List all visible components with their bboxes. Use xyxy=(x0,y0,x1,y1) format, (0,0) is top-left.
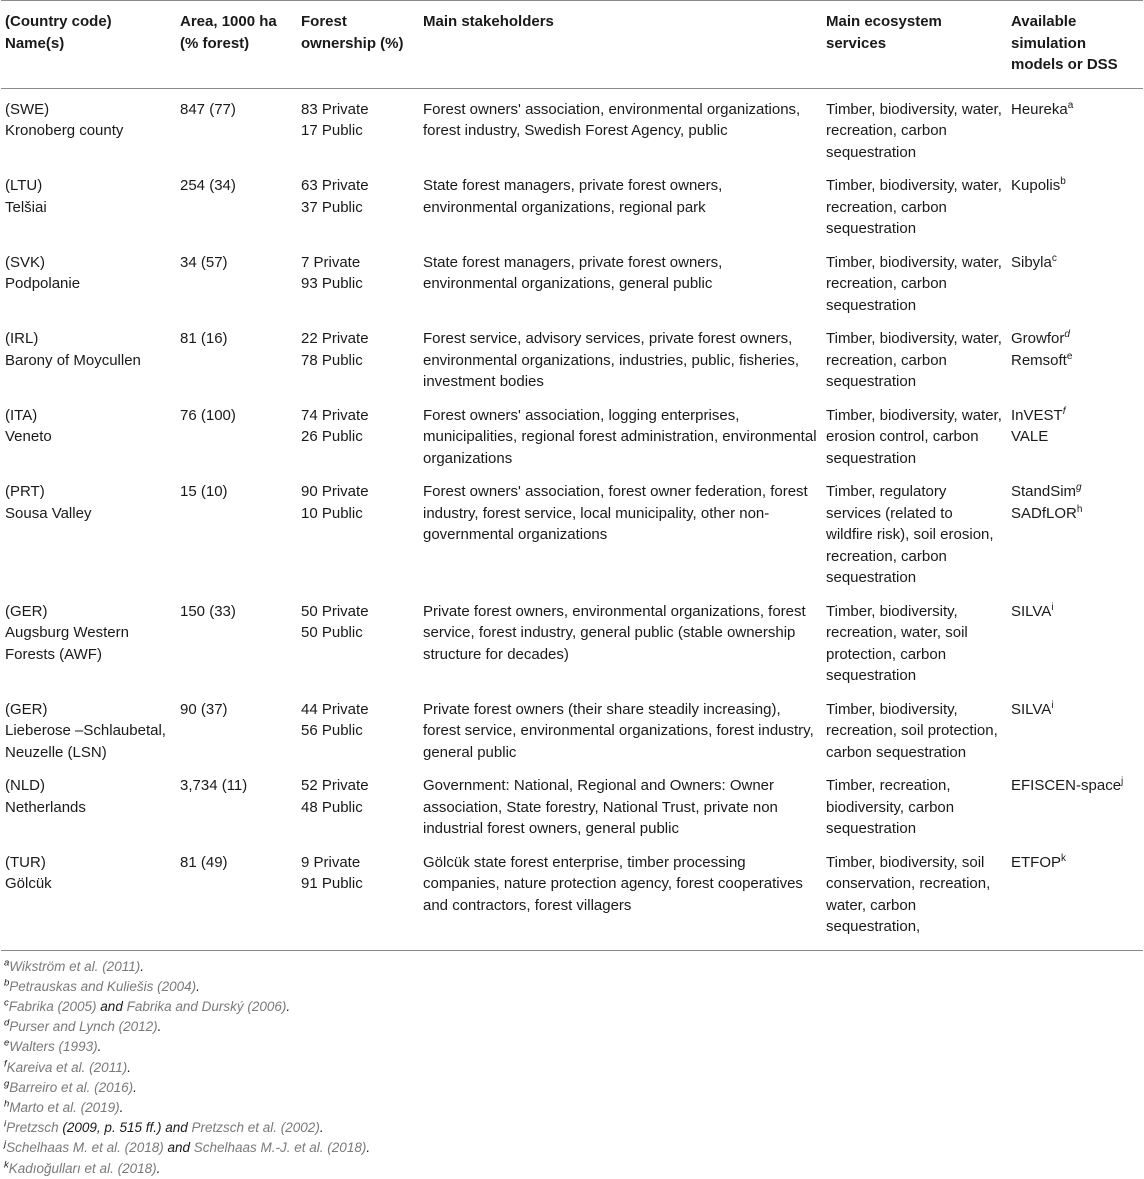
footnote-reference: Kareiva et al. (2011) xyxy=(6,1059,128,1075)
region-name: Kronoberg county xyxy=(5,122,124,139)
footnote-text: . xyxy=(319,1120,324,1136)
cell-ownership xyxy=(297,320,419,397)
model-entry xyxy=(1011,852,1139,874)
area-value: 90 (37) xyxy=(180,700,228,718)
ownership-value: 22 Private xyxy=(301,330,369,347)
cell-stakeholders xyxy=(419,397,822,474)
cell-services xyxy=(822,473,1007,593)
footnote-reference: Wikström et al. (2011) xyxy=(9,958,141,974)
region-name: Lieberose –Schlaubetal, xyxy=(5,722,166,739)
services-text: Timber, biodiversity, water, recreation, carbon sequestration xyxy=(826,253,1002,314)
footnote xyxy=(4,957,1144,977)
cell-services xyxy=(822,88,1007,167)
footnote-mark: g xyxy=(4,1078,10,1090)
cell-models xyxy=(1007,767,1143,844)
cell-country xyxy=(1,844,176,951)
ownership-value: 7 Private xyxy=(301,253,361,271)
ownership-value: 56 Public xyxy=(301,722,363,739)
area-value: 254 (34) xyxy=(180,177,236,194)
footnote-mark: a xyxy=(4,957,10,968)
footnote-text: and xyxy=(163,1140,194,1156)
footnote-text: . xyxy=(127,1059,131,1075)
footnote-mark: b xyxy=(4,977,10,989)
cell-area xyxy=(176,473,297,593)
footnote-text: . xyxy=(196,978,200,994)
footnote-text: and xyxy=(96,998,127,1014)
cell-area xyxy=(176,167,297,244)
model-name: EFISCEN-space xyxy=(1011,777,1122,794)
footnote-reference: Pretzsch xyxy=(6,1120,59,1136)
cell-stakeholders xyxy=(419,593,822,691)
region-name: Telšiai xyxy=(5,198,47,216)
model-entry xyxy=(1011,175,1139,197)
cell-country xyxy=(1,244,176,321)
footnote-reference: Walters (1993) xyxy=(9,1039,98,1055)
region-name: Gölcük xyxy=(5,875,52,892)
cell-area xyxy=(176,593,297,691)
ownership-value: 50 Public xyxy=(301,624,363,641)
region-name: Sousa Valley xyxy=(5,504,92,522)
cell-area xyxy=(176,244,297,321)
header-country: (Country code) Name(s) xyxy=(1,1,176,89)
model-footnote-mark: h xyxy=(1076,503,1083,515)
table-row xyxy=(1,844,1143,951)
region-name: Veneto xyxy=(5,428,52,445)
stakeholders-text: Private forest owners, environmental organizations, forest service, forest industry, general public (stable ownership structure for decades) xyxy=(423,602,806,663)
cell-services xyxy=(822,844,1007,951)
table-row xyxy=(1,88,1143,167)
footnote-mark: k xyxy=(4,1159,9,1171)
table-row xyxy=(1,473,1143,593)
ownership-value: 10 Public xyxy=(301,504,363,522)
cell-ownership xyxy=(297,691,419,768)
model-entry xyxy=(1011,328,1139,350)
cell-models xyxy=(1007,593,1143,691)
cell-services xyxy=(822,767,1007,844)
footnote-reference: Fabrika (2005) xyxy=(8,998,97,1014)
footnote-mark: e xyxy=(4,1037,10,1049)
footnote-text: . xyxy=(366,1140,371,1156)
footnote xyxy=(4,1017,1144,1037)
footnote xyxy=(4,1058,1144,1078)
stakeholders-text: State forest managers, private forest owners, environmental organizations, regional park xyxy=(423,177,723,216)
footnote-text: . xyxy=(97,1039,102,1055)
cell-models xyxy=(1007,473,1143,593)
footnote-reference: Schelhaas M. et al. (2018) xyxy=(6,1140,164,1156)
cell-ownership xyxy=(297,244,419,321)
header-row xyxy=(1,1,1143,89)
cell-area xyxy=(176,691,297,768)
cell-area xyxy=(176,844,297,951)
cell-models xyxy=(1007,397,1143,474)
footnote-text: . xyxy=(133,1079,137,1095)
model-name: StandSim xyxy=(1011,483,1077,500)
cell-stakeholders xyxy=(419,244,822,321)
model-entry xyxy=(1011,99,1139,121)
cell-models xyxy=(1007,244,1143,321)
table-row xyxy=(1,167,1143,244)
cell-models xyxy=(1007,88,1143,167)
model-entry xyxy=(1011,481,1139,503)
stakeholders-text: Private forest owners (their share steadily increasing), forest service, environmental organizations, forest industry, general public xyxy=(423,700,814,761)
footnote-reference: Fabrika and Durský (2006) xyxy=(126,998,287,1014)
area-value: 34 (57) xyxy=(180,253,228,271)
table-row xyxy=(1,593,1143,691)
ownership-value: 63 Private xyxy=(301,177,369,194)
model-name: SILVA xyxy=(1011,700,1052,718)
table-row xyxy=(1,691,1143,768)
stakeholders-text: Forest owners' association, environmental organizations, forest industry, Swedish Forest Agency, public xyxy=(423,100,801,139)
cell-models xyxy=(1007,320,1143,397)
cell-stakeholders xyxy=(419,767,822,844)
cell-country xyxy=(1,767,176,844)
cell-ownership xyxy=(297,473,419,593)
area-value: 15 (10) xyxy=(180,483,228,500)
cell-ownership xyxy=(297,593,419,691)
cell-stakeholders xyxy=(419,88,822,167)
table-row xyxy=(1,244,1143,321)
ownership-value: 17 Public xyxy=(301,122,363,139)
cell-ownership xyxy=(297,397,419,474)
cell-country xyxy=(1,691,176,768)
country-code: (PRT) xyxy=(5,483,45,500)
model-entry xyxy=(1011,601,1139,623)
footnote-text: . xyxy=(119,1099,124,1115)
country-code: (GER) xyxy=(5,700,48,718)
model-name: Sibyla xyxy=(1011,253,1052,271)
cell-ownership xyxy=(297,88,419,167)
header-area: Area, 1000 ha (% forest) xyxy=(176,1,297,89)
footnote xyxy=(4,1138,1144,1158)
services-text: Timber, biodiversity, recreation, soil protection, carbon sequestration xyxy=(826,700,998,761)
services-text: Timber, biodiversity, water, recreation, carbon sequestration xyxy=(826,177,1002,237)
stakeholders-text: State forest managers, private forest owners, environmental organizations, general public xyxy=(423,253,723,292)
model-entry xyxy=(1011,775,1139,797)
model-footnote-mark: i xyxy=(1051,699,1054,711)
country-code: (GER) xyxy=(5,602,48,620)
model-name: SILVA xyxy=(1011,602,1052,620)
header-services: Main ecosystem services xyxy=(822,1,1007,89)
country-code: (IRL) xyxy=(5,330,39,347)
area-value: 3,734 (11) xyxy=(180,777,248,794)
stakeholders-text: Government: National, Regional and Owners: Owner association, State forestry, National Trust, private non industrial forest owners, general public xyxy=(423,777,778,837)
ownership-value: 37 Public xyxy=(301,198,363,216)
table-row xyxy=(1,397,1143,474)
stakeholders-text: Gölcük state forest enterprise, timber processing companies, nature protection agency, forest cooperatives and contractors, forest villagers xyxy=(423,853,803,914)
model-footnote-mark: i xyxy=(1051,601,1054,613)
model-name: SADfLOR xyxy=(1011,504,1077,522)
cell-area xyxy=(176,767,297,844)
region-name: Podpolanie xyxy=(5,275,81,292)
cell-services xyxy=(822,397,1007,474)
stakeholders-text: Forest owners' association, forest owner federation, forest industry, forest service, local municipality, other non-governmental organizations xyxy=(423,483,808,543)
table-body xyxy=(1,88,1143,950)
region-name: Barony of Moycullen xyxy=(5,351,141,369)
footnote-reference: Purser and Lynch (2012) xyxy=(9,1019,158,1035)
footnote xyxy=(4,1037,1144,1057)
footnote-text: . xyxy=(157,1019,162,1035)
footnote xyxy=(4,1159,1144,1179)
stakeholders-text: Forest owners' association, logging enterprises, municipalities, regional forest administration, environmental organizations xyxy=(423,406,817,467)
header-ownership: Forest ownership (%) xyxy=(297,1,419,89)
region-name: Augsburg Western xyxy=(5,624,129,641)
footnote-reference: Kadıoğulları et al. (2018) xyxy=(8,1160,157,1176)
footnote xyxy=(4,997,1144,1017)
model-footnote-mark: f xyxy=(1062,405,1066,417)
ownership-value: 91 Public xyxy=(301,875,363,892)
footnote-mark: f xyxy=(4,1058,7,1070)
ownership-value: 48 Public xyxy=(301,798,363,816)
cell-country xyxy=(1,320,176,397)
ownership-value: 93 Public xyxy=(301,275,363,292)
model-footnote-mark: g xyxy=(1076,482,1082,493)
footnote-mark: c xyxy=(4,997,9,1009)
ownership-value: 9 Private xyxy=(301,853,361,871)
ownership-value: 26 Public xyxy=(301,428,363,445)
cell-models xyxy=(1007,844,1143,951)
stakeholders-text: Forest service, advisory services, private forest owners, environmental organizations, industries, public, fisheries, investment bodies xyxy=(423,330,800,390)
footnote-reference: Marto et al. (2019) xyxy=(9,1099,120,1115)
cell-models xyxy=(1007,691,1143,768)
model-name: Growfor xyxy=(1011,330,1065,347)
footnote-reference: Schelhaas M.-J. et al. (2018) xyxy=(193,1140,367,1156)
cell-services xyxy=(822,320,1007,397)
footnote xyxy=(4,977,1144,997)
region-name: Netherlands xyxy=(5,798,86,816)
footnote-text: . xyxy=(286,998,291,1014)
services-text: Timber, regulatory services (related to wildfire risk), soil erosion, recreation, carbon sequestration xyxy=(826,483,994,586)
model-footnote-mark: e xyxy=(1066,350,1073,362)
services-text: Timber, biodiversity, recreation, water, soil protection, carbon sequestration xyxy=(826,602,968,684)
footnote xyxy=(4,1098,1144,1118)
cell-stakeholders xyxy=(419,473,822,593)
model-footnote-mark: j xyxy=(1121,776,1124,787)
cell-stakeholders xyxy=(419,167,822,244)
cell-services xyxy=(822,244,1007,321)
cell-country xyxy=(1,593,176,691)
model-entry xyxy=(1011,405,1139,427)
model-footnote-mark: d xyxy=(1064,329,1070,340)
table-row xyxy=(1,320,1143,397)
cell-area xyxy=(176,88,297,167)
cell-ownership xyxy=(297,167,419,244)
model-footnote-mark: k xyxy=(1061,852,1067,864)
model-name: ETFOP xyxy=(1011,853,1062,871)
footnote-mark: i xyxy=(4,1118,7,1130)
footnote xyxy=(4,1118,1144,1138)
services-text: Timber, recreation, biodiversity, carbon sequestration xyxy=(826,777,955,837)
area-value: 150 (33) xyxy=(180,602,236,620)
cell-models xyxy=(1007,167,1143,244)
footnotes xyxy=(0,957,1144,1179)
model-footnote-mark: b xyxy=(1060,176,1066,187)
cell-stakeholders xyxy=(419,844,822,951)
footnote-mark: d xyxy=(4,1017,10,1029)
footnote-text: . xyxy=(140,958,144,974)
footnote-mark: h xyxy=(4,1098,10,1110)
model-name: Kupolis xyxy=(1011,177,1061,194)
cell-services xyxy=(822,691,1007,768)
services-text: Timber, biodiversity, water, erosion control, carbon sequestration xyxy=(826,406,1002,467)
model-entry xyxy=(1011,699,1139,721)
model-footnote-mark: a xyxy=(1067,99,1074,111)
header-models: Available simulation models or DSS xyxy=(1007,1,1143,89)
services-text: Timber, biodiversity, soil conservation, recreation, water, carbon sequestration, xyxy=(826,853,991,935)
area-value: 76 (100) xyxy=(180,406,236,424)
cell-country xyxy=(1,473,176,593)
country-code: (ITA) xyxy=(5,406,38,424)
region-name: Forests (AWF) xyxy=(5,645,102,663)
cell-country xyxy=(1,397,176,474)
footnote-reference: Petrauskas and Kuliešis (2004) xyxy=(9,978,197,994)
model-entry xyxy=(1011,426,1139,448)
model-footnote-mark: c xyxy=(1051,252,1057,264)
cell-area xyxy=(176,397,297,474)
ownership-value: 50 Private xyxy=(301,602,369,620)
region-name: Neuzelle (LSN) xyxy=(5,743,107,761)
model-name: Heureka xyxy=(1011,100,1068,118)
area-value: 81 (49) xyxy=(180,853,228,871)
model-name: InVEST xyxy=(1011,406,1063,424)
footnote-text: . xyxy=(156,1160,161,1176)
model-entry xyxy=(1011,252,1139,274)
model-name: VALE xyxy=(1011,428,1049,445)
table-header xyxy=(1,1,1143,89)
ownership-value: 78 Public xyxy=(301,351,363,369)
footnote xyxy=(4,1078,1144,1098)
cell-services xyxy=(822,593,1007,691)
cell-country xyxy=(1,88,176,167)
cell-ownership xyxy=(297,767,419,844)
table-row xyxy=(1,767,1143,844)
services-text: Timber, biodiversity, water, recreation, carbon sequestration xyxy=(826,100,1002,161)
model-entry xyxy=(1011,503,1139,525)
ownership-value: 74 Private xyxy=(301,406,369,424)
ownership-value: 83 Private xyxy=(301,100,369,118)
model-name: Remsoft xyxy=(1011,351,1067,369)
country-code: (SVK) xyxy=(5,253,46,271)
ownership-value: 44 Private xyxy=(301,700,369,718)
model-entry xyxy=(1011,350,1139,372)
ownership-value: 90 Private xyxy=(301,483,369,500)
cell-stakeholders xyxy=(419,691,822,768)
country-code: (TUR) xyxy=(5,853,46,871)
country-code: (LTU) xyxy=(5,177,43,194)
ownership-value: 52 Private xyxy=(301,777,369,794)
area-value: 847 (77) xyxy=(180,100,236,118)
footnote-reference: Barreiro et al. (2016) xyxy=(9,1079,134,1095)
cell-ownership xyxy=(297,844,419,951)
country-code: (NLD) xyxy=(5,777,45,794)
header-stakeholders: Main stakeholders xyxy=(419,1,822,89)
area-value: 81 (16) xyxy=(180,330,228,347)
cell-country xyxy=(1,167,176,244)
footnote-reference: Pretzsch et al. (2002) xyxy=(191,1120,320,1136)
services-text: Timber, biodiversity, water, recreation, carbon sequestration xyxy=(826,330,1002,390)
cell-stakeholders xyxy=(419,320,822,397)
country-code: (SWE) xyxy=(5,100,50,118)
footnote-text: (2009, p. 515 ff.) and xyxy=(58,1120,192,1136)
cell-area xyxy=(176,320,297,397)
cell-services xyxy=(822,167,1007,244)
case-study-table xyxy=(1,0,1143,951)
footnote-mark: j xyxy=(4,1138,7,1150)
